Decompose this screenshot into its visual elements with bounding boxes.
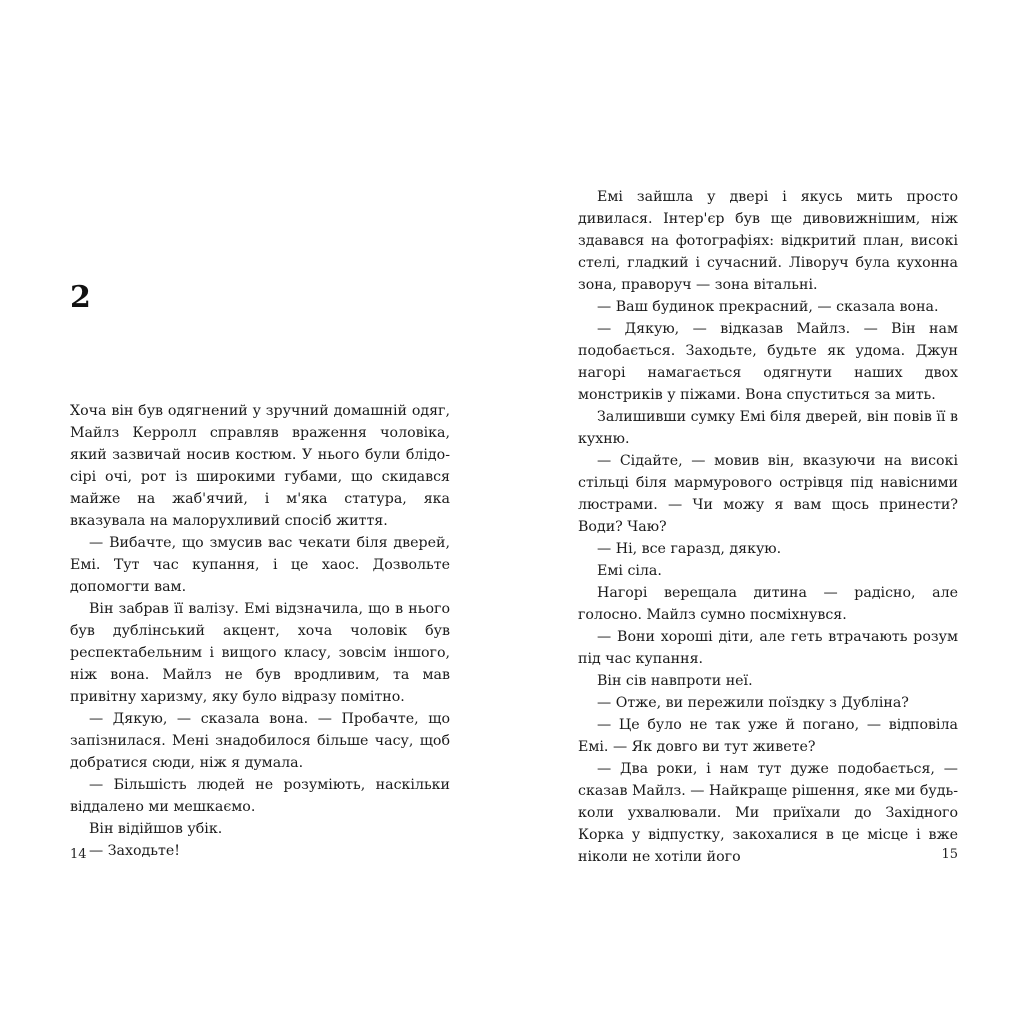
paragraph: Він відійшов убік. (89, 821, 223, 837)
page-number: 15 (941, 847, 958, 862)
paragraph: — Вибачте, що змусив вас чекати біля дверей, Емі. Тут час купання, і це хаос. Дозвольте допомогти вам. (70, 535, 450, 595)
paragraph: Емі зайшла у двері і якусь мить просто дивилася. Інтер'єр був ще дивовижнішим, ніж здавався на фотографіях: відкритий план, високі стелі, гладкий і сучасний. Ліворуч була кухонна зона, праворуч — зона вітальні. (578, 189, 958, 293)
paragraph: Він сів навпроти неї. (597, 673, 753, 689)
paragraph: Хоча він був одягнений у зручний домашній одяг, Майлз Керролл справляв враження чоловіка, який зазвичай носив костюм. У нього були блідо-сірі очі, рот із широкими губами, що скидався майже на жаб'ячий, і м'яка статура, яка вказувала на малорухливий спосіб життя. (70, 403, 450, 529)
right-page-text (578, 186, 958, 868)
paragraph: Залишивши сумку Емі біля дверей, він повів її в кухню. (578, 409, 958, 447)
paragraph: Він забрав її валізу. Емі відзначила, що в нього був дублінський акцент, хоча чоловік був респектабельним і вищого класу, зовсім іншого, ніж вона. Майлз не був вродливим, та мав привітну харизму, яку було відразу помітно. (70, 601, 450, 705)
left-page-text (70, 400, 450, 862)
paragraph: — Два роки, і нам тут дуже подобається, — сказав Майлз. — Найкраще рішення, яке ми будь-коли ухвалювали. Ми приїхали до Західного Корка у відпустку, закохалися в це місце і вже ніколи не хотіли його (578, 761, 958, 865)
paragraph: — Заходьте! (89, 843, 180, 859)
paragraph: — Це було не так уже й погано, — відповіла Емі. — Як довго ви тут живете? (578, 717, 958, 755)
right-page (578, 0, 958, 1024)
paragraph: — Отже, ви пережили поїздку з Дубліна? (597, 695, 909, 711)
paragraph: — Дякую, — відказав Майлз. — Він нам подобається. Заходьте, будьте як удома. Джун нагорі намагається одягнути наших двох монстриків у піжами. Вона спуститься за мить. (578, 321, 958, 403)
paragraph: — Дякую, — сказала вона. — Пробачте, що запізнилася. Мені знадобилося більше часу, щоб добратися сюди, ніж я думала. (70, 711, 450, 771)
paragraph: Нагорі верещала дитина — радісно, але голосно. Майлз сумно посміхнувся. (578, 585, 958, 623)
paragraph: — Вони хороші діти, але геть втрачають розум під час купання. (578, 629, 958, 667)
left-page (70, 0, 450, 1024)
chapter-number: 2 (70, 280, 91, 315)
paragraph: Емі сіла. (597, 563, 662, 579)
paragraph: — Більшість людей не розуміють, наскільки віддалено ми мешкаємо. (70, 777, 450, 815)
page-number: 14 (70, 847, 87, 862)
paragraph: — Сідайте, — мовив він, вказуючи на високі стільці біля мармурового острівця під навісними люстрами. — Чи можу я вам щось принести? Води? Чаю? (578, 453, 958, 535)
paragraph: — Ваш будинок прекрасний, — сказала вона. (597, 299, 939, 315)
paragraph: — Ні, все гаразд, дякую. (597, 541, 782, 557)
